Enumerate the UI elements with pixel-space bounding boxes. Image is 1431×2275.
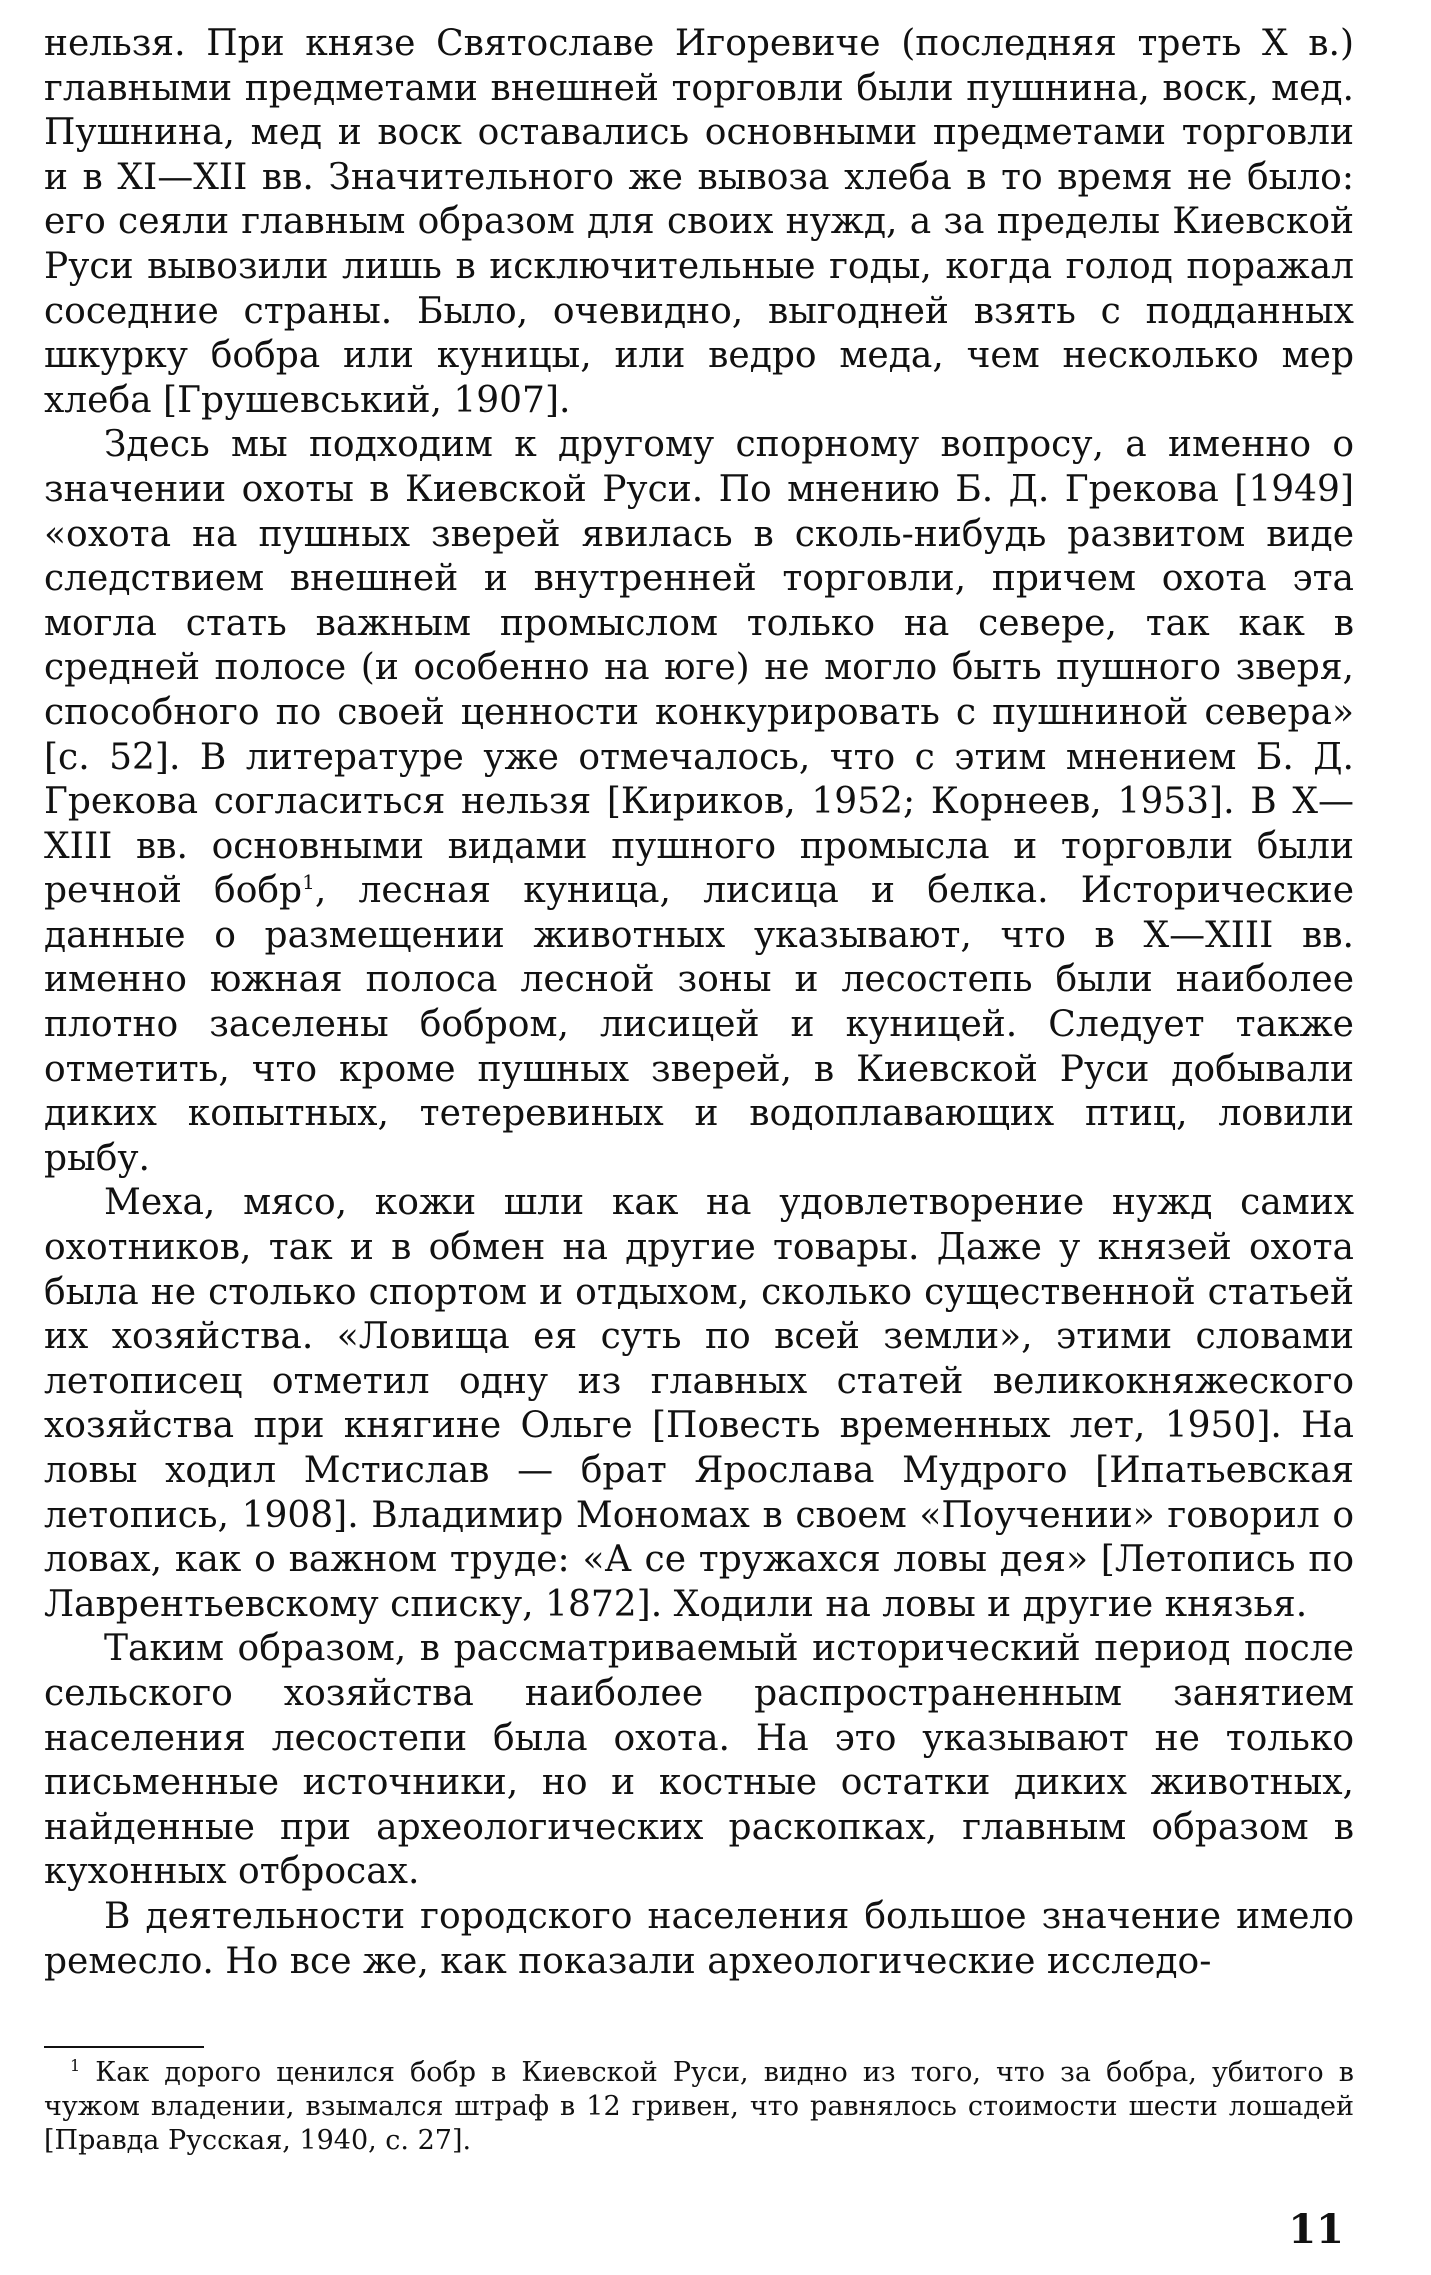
footnote-divider [44,2046,204,2048]
page-number: 11 [1288,2206,1344,2253]
paragraph-2-text-after: , лесная куница, лисица и белка. Исторические данные о размещении животных указывают, что в X—XIII вв. именно южная полоса лесной зоны и лесостепь были наиболее плотно заселены бобром, лисицей и куницей. Следует также отметить, что кроме пушных зверей, в Киевской Руси добывали диких копытных, тетеревиных и водоплавающих птиц, ловили рыбу. [44,870,1354,1179]
footnote-reference: 1 [302,870,315,895]
footnote-marker: 1 [70,2056,81,2075]
paragraph-1: нельзя. При князе Святославе Игоревиче (последняя треть X в.) главными предметами внешней торговли были пушнина, воск, мед. Пушнина, мед и воск оставались основными предметами торговли и в XI—XII вв. Значительного же вывоза хлеба в то время не было: его сеяли главным образом для своих нужд, а за пределы Киевской Руси вывозили лишь в исключительные годы, когда голод поражал соседние страны. Было, очевидно, выгодней взять с подданных шкурку бобра или куницы, или ведро меда, чем несколько мер хлеба [Грушевський, 1907]. [44,23,1354,421]
paragraph-3: Меха, мясо, кожи шли как на удовлетворение нужд самих охотников, так и в обмен на другие товары. Даже у князей охота была не столько спортом и отдыхом, сколько существенной статьей их хозяйства. «Ловища ея суть по всей земли», этими словами летописец отметил одну из главных статей великокняжеского хозяйства при княгине Ольге [Повесть временных лет, 1950]. На ловы ходил Мстислав — брат Ярослава Мудрого [Ипатьевская летопись, 1908]. Владимир Мономах в своем «Поучении» говорил о ловах, как о важном труде: «А се тружахся ловы дея» [Летопись по Лаврентьевскому списку, 1872]. Ходили на ловы и другие князья. [44,1182,1354,1625]
paragraph-5: В деятельности городского населения большое значение имело ремесло. Но все же, как показали археологические исследо- [44,1895,1354,1982]
footnote [44,2056,1354,2158]
footnote-text: Как дорого ценился бобр в Киевской Руси, видно из того, что за бобра, убитого в чужом владении, взымался штраф в 12 гривен, что равнялось стоимости шести лошадей [Правда Русская, 1940, с. 27]. [44,2057,1354,2156]
book-page [44,22,1354,2252]
paragraph-4: Таким образом, в рассматриваемый исторический период после сельского хозяйства наиболее распространенным занятием населения лесостепи была охота. На это указывают не только письменные источники, но и костные остатки диких животных, найденные при археологических раскопках, главным образом в кухонных отбросах. [44,1628,1354,1893]
paragraph-2-text-before: Здесь мы подходим к другому спорному вопросу, а именно о значении охоты в Киевской Руси. По мнению Б. Д. Грекова [1949] «охота на пушных зверей явилась в сколь-нибудь развитом виде следствием внешней и внутренней торговли, причем охота эта могла стать важным промыслом только на севере, так как в средней полосе (и особенно на юге) не могло быть пушного зверя, способного по своей ценности конкурировать с пушниной севера» [с. 52]. В литературе уже отмечалось, что с этим мнением Б. Д. Грекова согласиться нельзя [Кириков, 1952; Корнеев, 1953]. В X—XIII вв. основными видами пушного промысла и торговли были речной бобр [44,424,1354,912]
paragraph-2 [44,423,1354,1181]
body-text [44,22,1354,1984]
